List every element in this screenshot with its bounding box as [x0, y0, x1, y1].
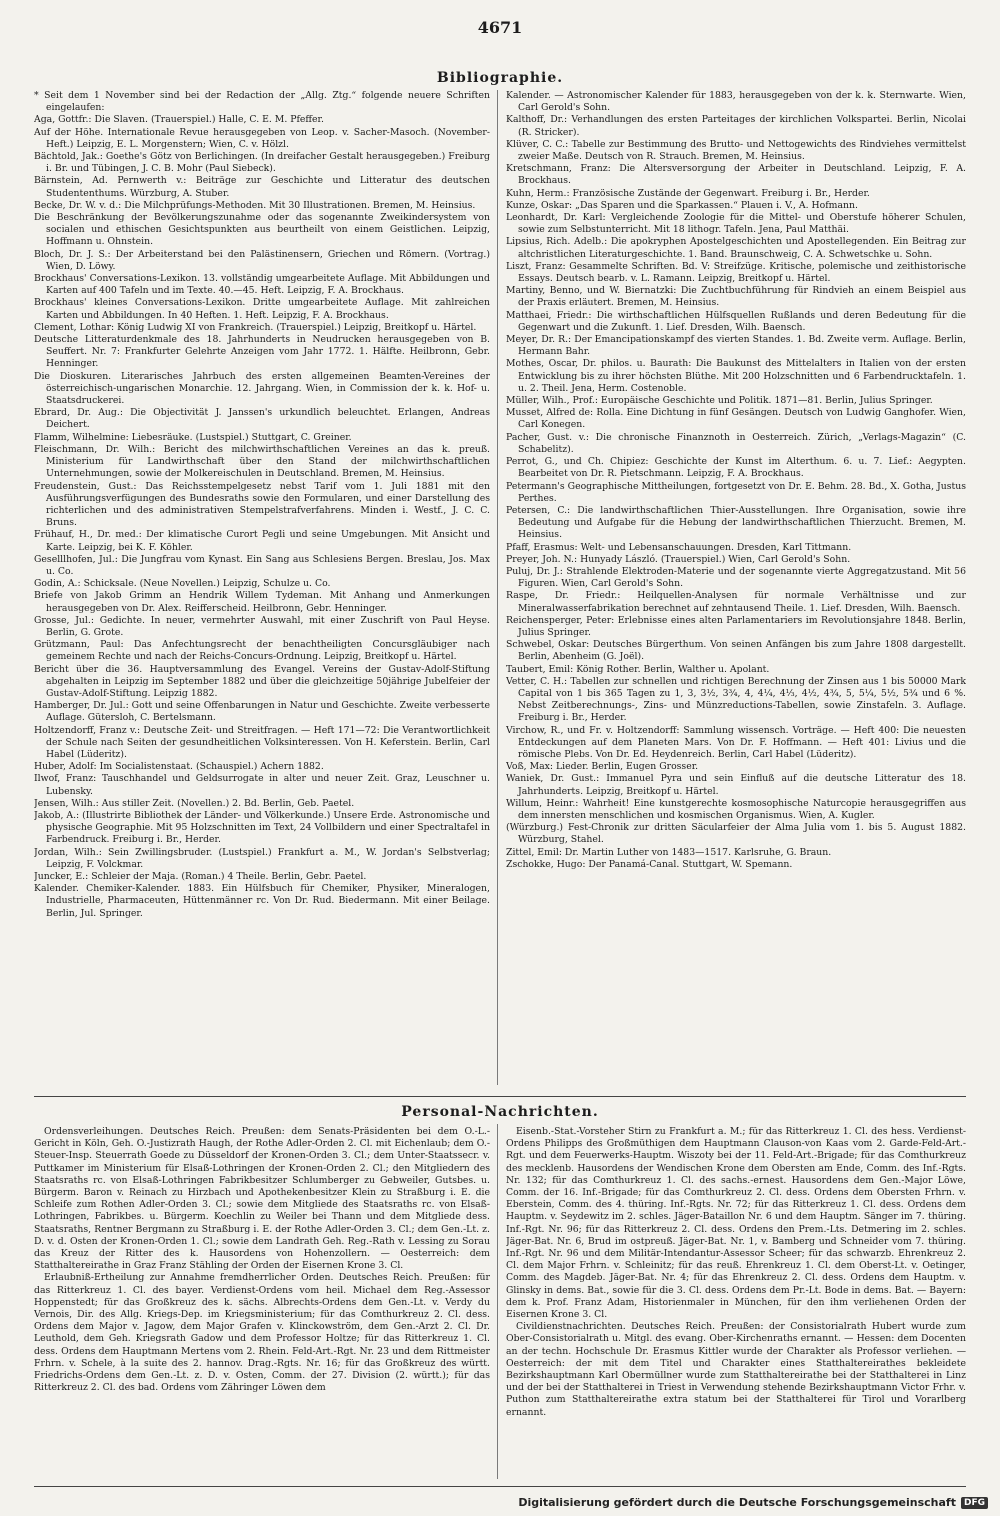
- bibliography-entry: Flamm, Wilhelmine: Liebesräuke. (Lustspiel.) Stuttgart, C. Greiner.: [34, 431, 352, 443]
- bibliography-entry: Mothes, Oscar, Dr. philos. u. Baurath: Die Baukunst des Mittelalters in Italien von der ersten Entwicklung bis zu ihrer höchsten Blüthe. Mit 200 Holzschnitten und 6 Farbendrucktafeln. 1. u. 2. Theil. Jena, Herm. Costenoble.: [506, 358, 966, 394]
- bibliography-entry: Hamberger, Dr. Jul.: Gott und seine Offenbarungen in Natur und Geschichte. Zweite verbesserte Auflage. Gütersloh, C. Bertelsmann.: [34, 700, 490, 724]
- bibliography-entry: * Seit dem 1 November sind bei der Redaction der „Allg. Ztg.“ folgende neuere Schriften eingelaufen:: [34, 90, 490, 114]
- bibliography-entry: Frühauf, H., Dr. med.: Der klimatische Curort Pegli und seine Umgebungen. Mit Ansicht und Karte. Leipzig, bei K. F. Köhler.: [34, 529, 490, 553]
- bibliography-entry: Grützmann, Paul: Das Anfechtungsrecht der benachtheiligten Concursgläubiger nach gemeinem Rechte und nach der Reichs-Concurs-Ordnung. Leipzig, Breitkopf u. Härtel.: [34, 639, 490, 663]
- personal-news-paragraph: Ordensverleihungen. Deutsches Reich. Preußen: dem Senats-Präsidenten bei dem O.-L.-Gericht in Köln, Geh. O.-Justizrath Haugh, der Rothe Adler-Orden 2. Cl. mit Eichenlaub; dem O.-Steuer-Insp. Steuerrath Goede zu Düsseldorf der Kronen-Orden 3. Cl.; dem Unter-Staatssecr. v. Puttkamer im Ministerium für Elsaß-Lothringen der Kronen-Orden 2. Cl.; den Mitgliedern des Staatsraths rc. von Elsaß-Lothringen Fabrikbesitzer Schlumberger zu Gebweiler, Gutsbes. u. Bürgerm. Baron v. Reinach zu Hirzbach und Apothekenbesitzer Klein zu Straßburg i. E. die Schleife zum Rothen Adler-Orden 3. Cl.; sowie dem Mitgliede des Staatsraths rc. von Elsaß-Lothringen, Fabrikbes. u. Bürgerm. Koechlin zu Weiler bei Thann und dem Mitgliede dess. Staatsraths, Rentner Bergmann zu Straßburg i. E. der Rothe Adler-Orden 3. Cl.; dem Gen.-Lt. z. D. v. d. Osten der Kronen-Orden 1. Cl.; sowie dem Landrath Geh. Reg.-Rath v. Lessing zu Sorau das Kreuz der Ritter des k. Hausordens von Hohenzollern. — Oesterreich: dem Statthaltereirathe in Graz Franz Stähling der Orden der Eisernen Krone 3. Cl.: [34, 1126, 490, 1272]
- footer: [518, 1496, 988, 1509]
- personal-column-divider: [497, 1124, 498, 1479]
- bibliography-entry: Brockhaus' Conversations-Lexikon. 13. vollständig umgearbeitete Auflage. Mit Abbildungen und Karten auf 400 Tafeln und im Texte. 40.—45. Heft. Leipzig, F. A. Brockhaus.: [34, 273, 490, 297]
- bibliography-entry: Kretschmann, Franz: Die Altersversorgung der Arbeiter in Deutschland. Leipzig, F. A. Brockhaus.: [506, 163, 966, 187]
- bibliography-entry: Geselllhofen, Jul.: Die Jungfrau vom Kynast. Ein Sang aus Schlesiens Bergen. Breslau, Jos. Max u. Co.: [34, 553, 490, 577]
- bibliography-entry: Clement, Lothar: König Ludwig XI von Frankreich. (Trauerspiel.) Leipzig, Breitkopf u. Härtel.: [34, 321, 477, 333]
- bibliography-entry: Petersen, C.: Die landwirthschaftlichen Thier-Ausstellungen. Ihre Organisation, sowie ihre Bedeutung und Aufgabe für die Hebung der landwirthschaftlichen Thierzucht. Bremen, M. Heinsius.: [506, 504, 966, 541]
- bibliography-entry: Klüver, C. C.: Tabelle zur Bestimmung des Brutto- und Nettogewichts des Rindviehes vermittelst zweier Maße. Deutsch von R. Strauch. Bremen, M. Heinsius.: [506, 138, 966, 163]
- bibliography-entry: Taubert, Emil: König Rother. Berlin, Walther u. Apolant.: [506, 663, 770, 675]
- dfg-logo: DFG: [961, 1497, 988, 1509]
- bibliography-entry: Perrot, G., und Ch. Chipiez: Geschichte der Kunst im Alterthum. 6. u. 7. Lief.: Aegypten. Bearbeitet von Dr. R. Pietschmann. Leipzig, F. A. Brockhaus.: [506, 456, 966, 480]
- bibliography-entry: Die Beschränkung der Bevölkerungszunahme oder das sogenannte Zweikindersystem von socialen und ethischen Gesichtspunkten aus beurtheilt von einem Geistlichen. Leipzig, Hoffmann u. Ohnstein.: [34, 212, 490, 248]
- bibliography-entry: Meyer, Dr. R.: Der Emancipationskampf des vierten Standes. 1. Bd. Zweite verm. Auflage. Berlin, Hermann Bahr.: [506, 334, 966, 358]
- bibliography-right-column: [506, 90, 966, 1090]
- footer-rule: [34, 1486, 966, 1487]
- bibliography-column-divider: [497, 90, 498, 1085]
- bibliography-entry: Die Dioskuren. Literarisches Jahrbuch des ersten allgemeinen Beamten-Vereines der österreichisch-ungarischen Monarchie. 12. Jahrgang. Wien, in Commission der k. k. Hof- u. Staatsdruckerei.: [34, 370, 490, 407]
- bibliography-entry: Kunze, Oskar: „Das Sparen und die Sparkassen.“ Plauen i. V., A. Hofmann.: [506, 199, 858, 211]
- bibliography-entry: Auf der Höhe. Internationale Revue herausgegeben von Leop. v. Sacher-Masoch. (November-Heft.) Leipzig, E. L. Morgenstern; Wien, C. v. Hölzl.: [34, 126, 490, 150]
- bibliography-entry: Zittel, Emil: Dr. Martin Luther von 1483—1517. Karlsruhe, G. Braun.: [506, 846, 832, 858]
- page-number: 4671: [477, 18, 523, 37]
- bibliography-left-column: [34, 90, 490, 1090]
- bibliography-entry: Juncker, E.: Schleier der Maja. (Roman.) 4 Theile. Berlin, Gebr. Paetel.: [34, 871, 367, 882]
- bibliography-entry: Raspe, Dr. Friedr.: Heilquellen-Analysen für normale Verhältnisse und zur Mineralwasserfabrikation berechnet auf zehntausend Theile. 1. Lief. Dresden, Wilh. Baensch.: [506, 590, 966, 614]
- bibliography-entry: Brockhaus' kleines Conversations-Lexikon. Dritte umgearbeitete Auflage. Mit zahlreichen Karten und Abbildungen. In 40 Heften. 1. Heft. Leipzig, F. A. Brockhaus.: [34, 297, 490, 321]
- personal-news-paragraph: Eisenb.-Stat.-Vorsteher Stirn zu Frankfurt a. M.; für das Ritterkreuz 1. Cl. des hess. Verdienst-Ordens Philipps des Großmüthigen dem Hauptmann Clauson-von Kaas vom 2. Garde-Feld-Art.-Rgt. und dem Feuerwerks-Hauptm. Wiszoty bei der 11. Feld-Art.-Brigade; für das Comthurkreuz des mecklenb. Hausordens der Wendischen Krone dem Obersten am Ende, Comm. des Inf.-Rgts. Nr. 132; für das Comthurkreuz 1. Cl. des sachs.-ernest. Hausordens dem Gen.-Major Löwe, Comm. der 16. Inf.-Brigade; für das Comthurkreuz 2. Cl. dess. Ordens dem Obersten Frhrn. v. Eberstein, Comm. des 4. thüring. Inf.-Rgts. Nr. 72; für das Ritterkreuz 1. Cl. dess. Ordens dem Hauptm. v. Seydewitz im 2. schles. Jäger-Bataillon Nr. 6 und dem Hauptm. Sänger im 7. thüring. Inf.-Rgt. Nr. 96; für das Ritterkreuz 2. Cl. dess. Ordens den Prem.-Lts. Detmering im 2. schles. Jäger-Bat. Nr. 6, Brud im ostpreuß. Jäger-Bat. Nr. 1, v. Bamberg und Schneider vom 7. thüring. Inf.-Rgt. Nr. 96 und dem Militär-Intendantur-Assessor Scheer; für das schwarzb. Ehrenkreuz 2. Cl. dem Major Frhrn. v. Schleinitz; für das reuß. Ehrenkreuz 1. Cl. dem Oberst-Lt. v. Oetinger, Comm. des Magdeb. Jäger-Bat. Nr. 4; für das Ehrenkreuz 2. Cl. dess. Ordens dem Hauptm. v. Glinsky in dems. Bat., sowie für die 3. Cl. dess. Ordens dem Pr.-Lt. Bode in dems. Bat. — Bayern: dem k. Prof. Franz Adam, Historienmaler in München, für den ihm verliehenen Orden der Eisernen Krone 3. Cl.: [506, 1126, 966, 1321]
- bibliography-entry: Reichensperger, Peter: Erlebnisse eines alten Parlamentariers im Revolutionsjahre 1848. Berlin, Julius Springer.: [506, 614, 966, 638]
- bibliography-entry: (Würzburg.) Fest-Chronik zur dritten Säcularfeier der Alma Julia vom 1. bis 5. August 1882. Würzburg, Stahel.: [506, 822, 966, 846]
- bibliography-entry: Freudenstein, Gust.: Das Reichsstempelgesetz nebst Tarif vom 1. Juli 1881 mit den Ausführungsverfügungen des Bundesraths sowie den Formularen, und einer Darstellung des richterlichen und des administrativen Stempelstrafverfahrens. Minden i. Westf., J. C. C. Bruns.: [34, 480, 490, 529]
- bibliography-entry: Kalthoff, Dr.: Verhandlungen des ersten Parteitages der kirchlichen Volkspartei. Berlin, Nicolai (R. Stricker).: [506, 114, 966, 138]
- bibliography-entry: Virchow, R., und Fr. v. Holtzendorff: Sammlung wissensch. Vorträge. — Heft 400: Die neuesten Entdeckungen auf dem Planeten Mars. Von Dr. F. Hoffmann. — Heft 401: Livius und die römische Plebs. Von Dr. Ed. Heydenreich. Berlin, Carl Habel (Lüderitz).: [506, 724, 966, 760]
- personal-left-column: [34, 1126, 490, 1476]
- bibliography-entry: Matthaei, Friedr.: Die wirthschaftlichen Hülfsquellen Rußlands und deren Bedeutung für die Gegenwart und die Zukunft. 1. Lief. Dresden, Wilh. Baensch.: [506, 309, 966, 333]
- bibliography-entry: Voß, Max: Lieder. Berlin, Eugen Grosser.: [506, 761, 699, 773]
- bibliography-entry: Puluj, Dr. J.: Strahlende Elektroden-Materie und der sogenannte vierte Aggregatzustand. Mit 56 Figuren. Wien, Carl Gerold's Sohn.: [506, 565, 966, 590]
- bibliography-entry: Godin, A.: Schicksale. (Neue Novellen.) Leipzig, Schulze u. Co.: [34, 578, 331, 590]
- bibliography-entry: Bärnstein, Ad. Pernwerth v.: Beiträge zur Geschichte und Litteratur des deutschen Studententhums. Würzburg, A. Stuber.: [34, 175, 490, 199]
- bibliography-title: Bibliographie.: [436, 70, 564, 86]
- bibliography-entry: Aga, Gottfr.: Die Slaven. (Trauerspiel.) Halle, C. E. M. Pfeffer.: [34, 114, 324, 126]
- bibliography-entry: Jordan, Wilh.: Sein Zwillingsbruder. (Lustspiel.) Frankfurt a. M., W. Jordan's Selbstverlag; Leipzig, F. Volckmar.: [34, 846, 490, 870]
- bibliography-entry: Jakob, A.: (Illustrirte Bibliothek der Länder- und Völkerkunde.) Unsere Erde. Astronomische und physische Geographie. Mit 95 Holzschnitten im Text, 24 Vollbildern und einer Spectraltafel in Farbendruck. Freiburg i. Br., Herder.: [34, 809, 490, 846]
- bibliography-entry: Petermann's Geographische Mittheilungen, fortgesetzt von Dr. E. Behm. 28. Bd., X. Gotha, Justus Perthes.: [506, 480, 966, 504]
- bibliography-entry: Bericht über die 36. Hauptversammlung des Evangel. Vereins der Gustav-Adolf-Stiftung abgehalten in Leipzig im September 1882 und über die gleichzeitige 50jährige Jubelfeier der Gustav-Adolf-Stiftung. Leipzig 1882.: [34, 663, 490, 699]
- bibliography-entry: Müller, Wilh., Prof.: Europäische Geschichte und Politik. 1871—81. Berlin, Julius Springer.: [506, 395, 933, 407]
- bibliography-entry: Kalender. Chemiker-Kalender. 1883. Ein Hülfsbuch für Chemiker, Physiker, Mineralogen, Industrielle, Pharmaceuten, Hüttenmänner rc. Von Dr. Rud. Biedermann. Mit einer Beilage. Berlin, Jul. Springer.: [34, 883, 490, 919]
- bibliography-entry: Preyer, Joh. N.: Hunyady László. (Trauerspiel.) Wien, Carl Gerold's Sohn.: [506, 553, 851, 565]
- bibliography-entry: Deutsche Litteraturdenkmale des 18. Jahrhunderts in Neudrucken herausgegeben von B. Seuffert. Nr. 7: Frankfurter Gelehrte Anzeigen vom Jahr 1772. 1. Hälfte. Heilbronn, Gebr. Henninger.: [34, 334, 490, 370]
- bibliography-entry: Kalender. — Astronomischer Kalender für 1883, herausgegeben von der k. k. Sternwarte. Wien, Carl Gerold's Sohn.: [506, 90, 966, 114]
- bibliography-entry: Pacher, Gust. v.: Die chronische Finanznoth in Oesterreich. Zürich, „Verlags-Magazin“ (C. Schabelitz).: [506, 431, 966, 455]
- bibliography-entry: Liszt, Franz: Gesammelte Schriften. Bd. V: Streifzüge. Kritische, polemische und zeithistorische Essays. Deutsch bearb. v. L. Ramann. Leipzig, Breitkopf u. Härtel.: [506, 260, 966, 285]
- bibliography-entry: Musset, Alfred de: Rolla. Eine Dichtung in fünf Gesängen. Deutsch von Ludwig Ganghofer. Wien, Carl Konegen.: [506, 407, 966, 431]
- bibliography-entry: Briefe von Jakob Grimm an Hendrik Willem Tydeman. Mit Anhang und Anmerkungen herausgegeben von Dr. Alex. Reifferscheid. Heilbronn, Gebr. Henninger.: [34, 590, 490, 614]
- bibliography-entry: Lipsius, Rich. Adelb.: Die apokryphen Apostelgeschichten und Apostellegenden. Ein Beitrag zur altchristlichen Literaturgeschichte. 1. Band. Braunschweig, C. A. Schwetschke u. Sohn.: [506, 236, 966, 260]
- bibliography-entry: Jensen, Wilh.: Aus stiller Zeit. (Novellen.) 2. Bd. Berlin, Geb. Paetel.: [34, 797, 355, 809]
- bibliography-entry: Waniek, Dr. Gust.: Immanuel Pyra und sein Einfluß auf die deutsche Litteratur des 18. Jahrhunderts. Leipzig, Breitkopf u. Härtel.: [506, 773, 966, 797]
- footer-text: Digitalisierung gefördert durch die Deutsche Forschungsgemeinschaft: [518, 1496, 956, 1509]
- bibliography-entry: Martiny, Benno, und W. Biernatzki: Die Zuchtbuchführung für Rindvieh an einem Beispiel aus der Praxis erläutert. Bremen, M. Heinsius.: [506, 285, 966, 309]
- bibliography-entry: Huber, Adolf: Im Socialistenstaat. (Schauspiel.) Achern 1882.: [34, 761, 324, 773]
- bibliography-entry: Kuhn, Herm.: Französische Zustände der Gegenwart. Freiburg i. Br., Herder.: [506, 187, 870, 199]
- bibliography-entry: Zschokke, Hugo: Der Panamá-Canal. Stuttgart, W. Spemann.: [506, 858, 793, 870]
- bibliography-entry: Vetter, C. H.: Tabellen zur schnellen und richtigen Berechnung der Zinsen aus 1 bis 50000 Mark Capital von 1 bis 365 Tagen zu 1, 3, 3½, 3¾, 4, 4¼, 4⅓, 4½, 4¾, 5, 5¼, 5½, 5¾ und 6 %. Nebst Zeitberechnungs-, Zins- und Münzreductions-Tabellen, sowie Zinstafeln. 3. Auflage. Freiburg i. Br., Herder.: [506, 675, 966, 724]
- personal-right-column: [506, 1126, 966, 1476]
- bibliography-entry: Bloch, Dr. J. S.: Der Arbeiterstand bei den Palästinensern, Griechen und Römern. (Vortrag.) Wien, D. Löwy.: [34, 248, 490, 272]
- bibliography-entry: Ebrard, Dr. Aug.: Die Objectivität J. Janssen's urkundlich beleuchtet. Erlangen, Andreas Deichert.: [34, 407, 490, 431]
- bibliography-entry: Pfaff, Erasmus: Welt- und Lebensanschauungen. Dresden, Karl Tittmann.: [506, 541, 852, 553]
- personal-news-title: Personal-Nachrichten.: [401, 1104, 599, 1120]
- bibliography-entry: Grosse, Jul.: Gedichte. In neuer, vermehrter Auswahl, mit einer Zuschrift von Paul Heyse. Berlin, G. Grote.: [34, 614, 490, 638]
- personal-news-paragraph: Erlaubniß-Ertheilung zur Annahme fremdherrlicher Orden. Deutsches Reich. Preußen: für das Ritterkreuz 1. Cl. des bayer. Verdienst-Ordens vom heil. Michael dem Reg.-Assessor Hoppenstedt; für das Großkreuz des k. sächs. Albrechts-Ordens dem Gen.-Lt. v. Verdy du Vernois, Dir. des Allg. Kriegs-Dep. im Kriegsministerium; für das Comthurkreuz 2. Cl. dess. Ordens dem Major v. Jagow, dem Major Grafen v. Klinckowström, dem Gen.-Arzt 2. Cl. Dr. Leuthold, dem Geh. Kriegsrath Gadow und dem Professor Holtze; für das Ritterkreuz 1. Cl. dess. Ordens dem Hauptmann Mertens vom 2. Rhein. Feld-Art.-Rgt. Nr. 23 und dem Rittmeister Frhrn. v. Schele, à la suite des 2. hannov. Drag.-Rgts. Nr. 16; für das Großkreuz des württ. Friedrichs-Ordens dem Gen.-Lt. z. D. v. Osten, Comm. der 27. Division (2. württ.); für das Ritterkreuz 2. Cl. des bad. Ordens vom Zähringer Löwen dem: [34, 1272, 490, 1394]
- bibliography-entry: Fleischmann, Dr. Wilh.: Bericht des milchwirthschaftlichen Vereines an das k. preuß. Ministerium für Landwirthschaft über den Stand der milchwirthschaftlichen Unternehmungen, sowie der Molkereischulen in Deutschland. Bremen, M. Heinsius.: [34, 443, 490, 480]
- section-rule: [34, 1096, 966, 1097]
- bibliography-entry: Holtzendorff, Franz v.: Deutsche Zeit- und Streitfragen. — Heft 171—72: Die Verantwortlichkeit der Schule nach Seiten der gesundheitlichen Volksinteressen. Von H. Keferstein. Berlin, Carl Habel (Lüderitz).: [34, 724, 490, 760]
- bibliography-entry: Schwebel, Oskar: Deutsches Bürgerthum. Von seinen Anfängen bis zum Jahre 1808 dargestellt. Berlin, Abenheim (G. Joël).: [506, 639, 966, 663]
- bibliography-entry: Becke, Dr. W. v. d.: Die Milchprüfungs-Methoden. Mit 30 Illustrationen. Bremen, M. Heinsius.: [34, 199, 476, 211]
- bibliography-entry: Willum, Heinr.: Wahrheit! Eine kunstgerechte kosmosophische Naturcopie herausgegriffen aus dem innersten menschlichen und kosmischen Organismus. Wien, A. Kugler.: [506, 797, 966, 821]
- personal-news-paragraph: Civildienstnachrichten. Deutsches Reich. Preußen: der Consistorialrath Hubert wurde zum Ober-Consistorialrath u. Mitgl. des evang. Ober-Kirchenraths ernannt. — Hessen: dem Docenten an der techn. Hochschule Dr. Erasmus Kittler wurde der Charakter als Professor verliehen. — Oesterreich: der mit dem Titel und Charakter eines Statthaltereirathes bekleidete Bezirkshauptmann Karl Obermüllner wurde zum Statthaltereirathe bei der Statthalterei in Linz und der bei der Statthalterei in Triest in Verwendung stehende Bezirkshauptmann Victor Frhr. v. Puthon zum Statthaltereirathe extra statum bei der Statthalterei für Tirol und Vorarlberg ernannt.: [506, 1321, 966, 1418]
- bibliography-entry: Leonhardt, Dr. Karl: Vergleichende Zoologie für die Mittel- und Oberstufe höherer Schulen, sowie zum Selbstunterricht. Mit 18 lithogr. Tafeln. Jena, Paul Matthäi.: [506, 212, 966, 236]
- bibliography-entry: Ilwof, Franz: Tauschhandel und Geldsurrogate in alter und neuer Zeit. Graz, Leuschner u. Lubensky.: [34, 773, 490, 797]
- bibliography-entry: Bächtold, Jak.: Goethe's Götz von Berlichingen. (In dreifacher Gestalt herausgegeben.) Freiburg i. Br. und Tübingen, J. C. B. Mohr (Paul Siebeck).: [34, 151, 490, 175]
